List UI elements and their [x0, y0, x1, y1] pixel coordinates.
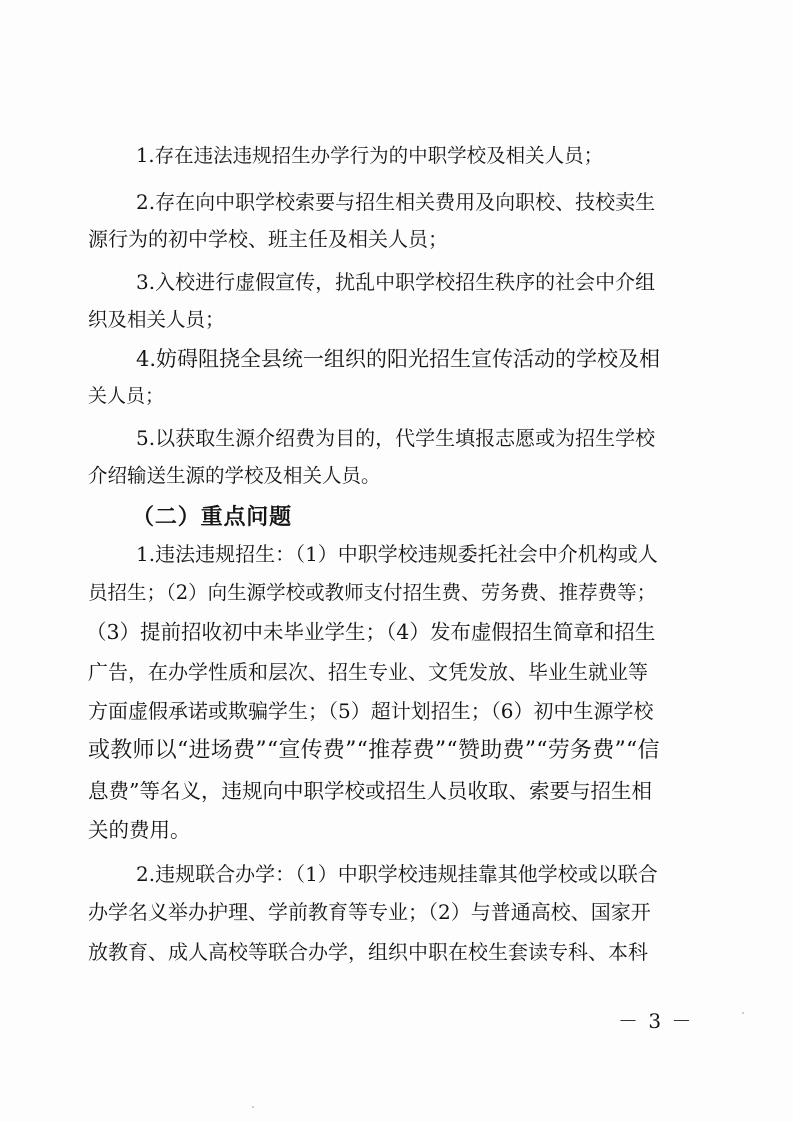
page-number: － 3 － [618, 1009, 694, 1033]
text-line: 2.违规联合办学：（1）中职学校违规挂靠其他学校或以联合 [136, 862, 658, 886]
scan-speck [742, 1012, 744, 1014]
section-heading: （二）重点问题 [132, 504, 293, 530]
text-line: 2.存在向中职学校索要与招生相关费用及向职校、技校卖生 [136, 190, 656, 214]
text-line: 3.入校进行虚假宣传，扰乱中职学校招生秩序的社会中介组 [136, 270, 656, 294]
text-line: 5.以获取生源介绍费为目的，代学生填报志愿或为招生学校 [136, 426, 656, 450]
text-line: 员招生；（2）向生源学校或教师支付招生费、劳务费、推荐费等； [88, 581, 657, 604]
text-line: 或教师以“进场费”“宣传费”“推荐费”“赞助费”“劳务费”“信 [88, 738, 660, 763]
text-line: 办学名义举办护理、学前教育等专业；（2）与普通高校、国家开 [88, 900, 651, 924]
text-line: 息费”等名义，违规向中职学校或招生人员收取、索要与招生相 [88, 779, 652, 803]
text-line: 源行为的初中学校、班主任及相关人员； [88, 227, 448, 251]
text-line: 关人员； [88, 385, 165, 407]
text-line: 织及相关人员； [88, 308, 225, 331]
text-line: 方面虚假承诺或欺骗学生；（5）超计划招生；（6）初中生源学校 [88, 699, 654, 723]
text-line: 广告，在办学性质和层次、招生专业、文凭发放、毕业生就业等 [88, 660, 648, 684]
text-line: 放教育、成人高校等联合办学，组织中职在校生套读专科、本科 [88, 940, 648, 964]
scan-speck [252, 1106, 254, 1108]
text-line: 介绍输送生源的学校及相关人员。 [88, 464, 381, 487]
text-line: 关的费用。 [88, 818, 191, 842]
text-line: 1.存在违法违规招生办学行为的中职学校及相关人员； [136, 144, 604, 167]
text-line: 1.违法违规招生：（1）中职学校违规委托社会中介机构或人 [136, 542, 658, 566]
text-line: （3）提前招收初中未毕业学生；（4）发布虚假招生简章和招生 [86, 620, 656, 644]
text-line: 4.妨碍阻挠全县统一组织的阳光招生宣传活动的学校及相 [136, 347, 661, 371]
